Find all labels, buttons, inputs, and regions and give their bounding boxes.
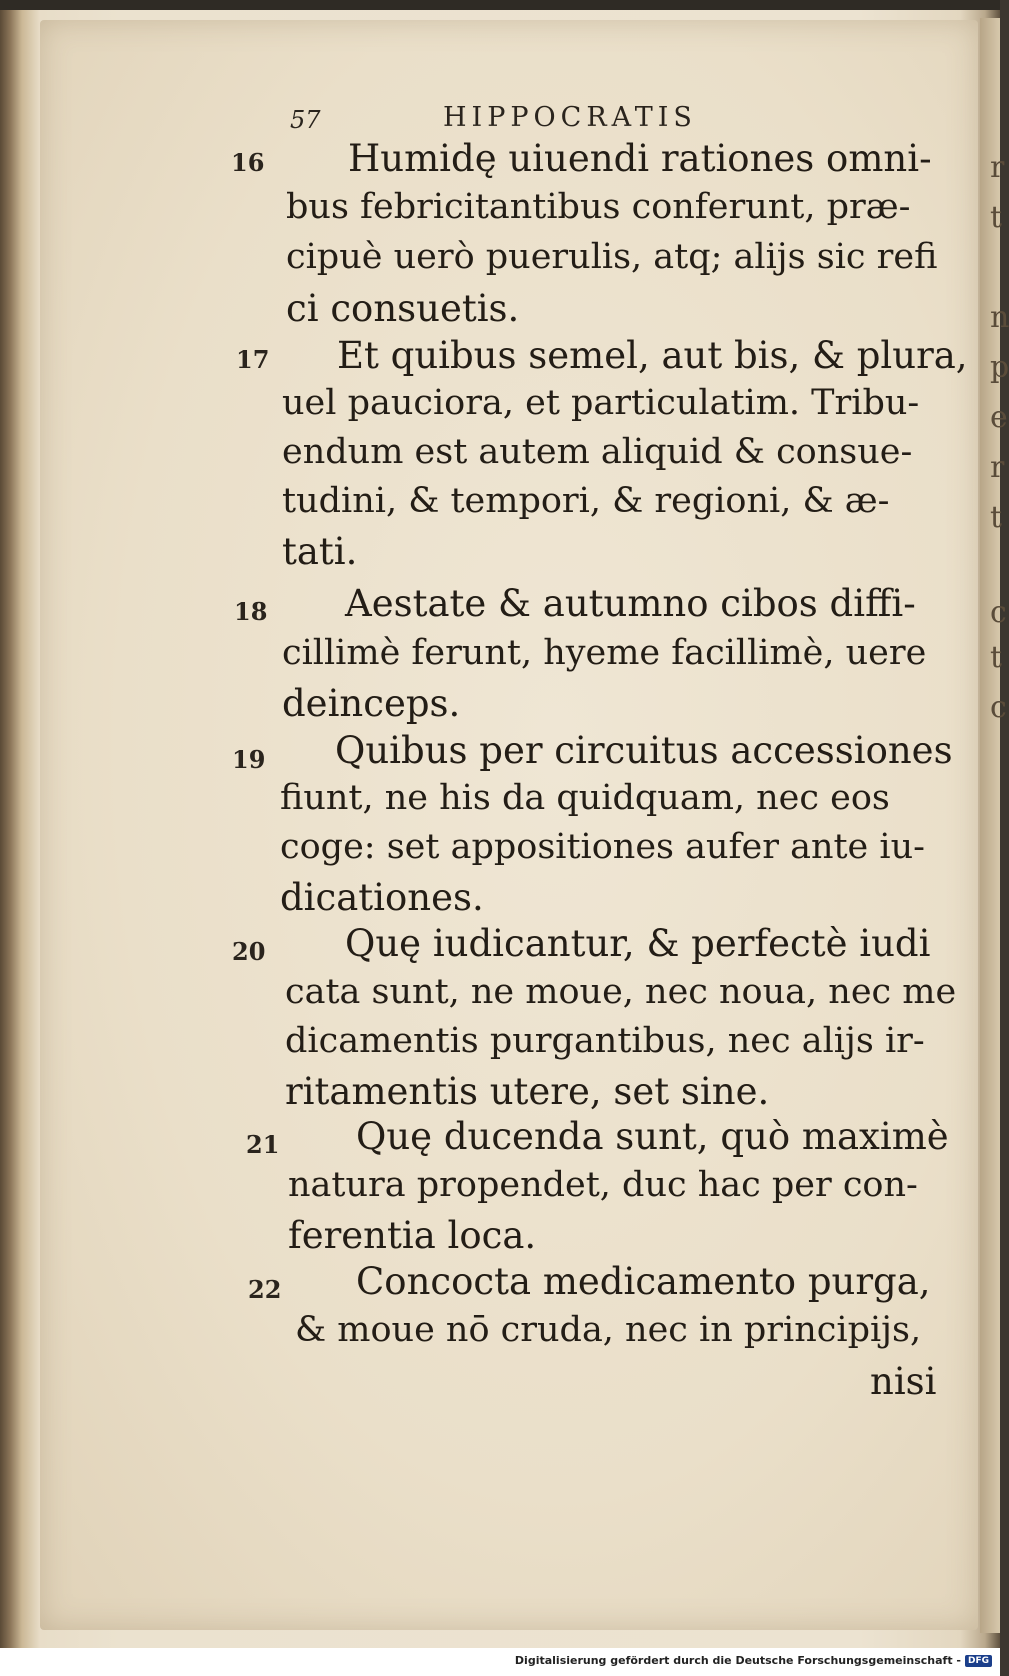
facing-page-letter: t bbox=[990, 200, 1003, 235]
page-number: 57 bbox=[290, 106, 321, 134]
dfg-logo: DFG bbox=[965, 1655, 992, 1667]
aphorism-number: 22 bbox=[248, 1275, 282, 1304]
facing-page-letter: t bbox=[990, 500, 1003, 535]
catchword: nisi bbox=[870, 1360, 937, 1403]
facing-page-letter: n bbox=[990, 300, 1009, 335]
text-line: deinceps. bbox=[282, 682, 461, 725]
facing-page-letter: c bbox=[990, 595, 1007, 630]
text-line: tudini, & tempori, & regioni, & æ- bbox=[282, 481, 890, 521]
text-line: Concocta medicamento purga, bbox=[356, 1260, 931, 1303]
digitization-credit bbox=[515, 1654, 992, 1667]
text-line: cillimè ferunt, hyeme facillimè, uere bbox=[282, 633, 927, 673]
text-line: fiunt, ne his da quidquam, nec eos bbox=[280, 778, 890, 818]
facing-page-letter: r bbox=[990, 150, 1005, 185]
text-line: Quibus per circuitus accessiones bbox=[335, 729, 953, 772]
facing-page-letter: c bbox=[990, 690, 1007, 725]
text-line: cata sunt, ne moue, nec noua, nec me bbox=[285, 972, 957, 1012]
text-line: ferentia loca. bbox=[288, 1214, 537, 1257]
text-line: dicamentis purgantibus, nec aliјs ir- bbox=[285, 1021, 925, 1061]
aphorism-number: 18 bbox=[234, 597, 268, 626]
credit-text: Digitalisierung gefördert durch die Deutsche Forschungsgemeinschaft - bbox=[514, 1654, 961, 1667]
aphorism-number: 16 bbox=[231, 148, 265, 177]
text-line: Et quibus semel, aut bis, & plura, bbox=[337, 334, 968, 377]
facing-page-letter: e bbox=[990, 400, 1008, 435]
text-line: cipuè uerò puerulis, atq; aliјs sic refi bbox=[286, 237, 938, 277]
text-line: natura propendet, duc hac per con- bbox=[288, 1165, 918, 1205]
text-line: & moue nō cruda, nec in principijs, bbox=[295, 1310, 922, 1350]
text-line: Quę iudicantur, & perfectè iudi bbox=[345, 922, 931, 965]
adjacent-page-edge bbox=[980, 18, 1003, 1633]
aphorism-number: 17 bbox=[236, 345, 270, 374]
text-line: uel pauciora, et particulatim. Tribu- bbox=[282, 383, 920, 423]
text-line: coge: set appositiones aufer ante iu- bbox=[280, 827, 925, 867]
text-line: tati. bbox=[282, 530, 358, 573]
running-title: HIPPOCRATIS bbox=[443, 102, 697, 133]
facing-page-letter: p bbox=[990, 350, 1009, 385]
aphorism-number: 20 bbox=[232, 937, 266, 966]
text-line: ci consuetis. bbox=[286, 287, 520, 330]
text-line: Aestate & autumno cibos diffi- bbox=[345, 582, 916, 625]
scanner-top-edge bbox=[0, 0, 1000, 10]
page-header bbox=[0, 98, 1000, 138]
text-line: Quę ducenda sunt, quò maximè bbox=[356, 1115, 949, 1158]
aphorism-number: 21 bbox=[246, 1130, 280, 1159]
aphorism-number: 19 bbox=[232, 745, 266, 774]
facing-page-letter: r bbox=[990, 450, 1005, 485]
text-line: Humidę uiuendi rationes omni- bbox=[348, 137, 932, 180]
text-line: ritamentis utere, set sine. bbox=[285, 1070, 770, 1113]
text-line: bus febricitantibus conferunt, præ- bbox=[286, 187, 911, 227]
text-line: dicationes. bbox=[280, 876, 484, 919]
facing-page-letter: t bbox=[990, 640, 1003, 675]
text-line: endum est autem aliquid & consue- bbox=[282, 432, 913, 472]
